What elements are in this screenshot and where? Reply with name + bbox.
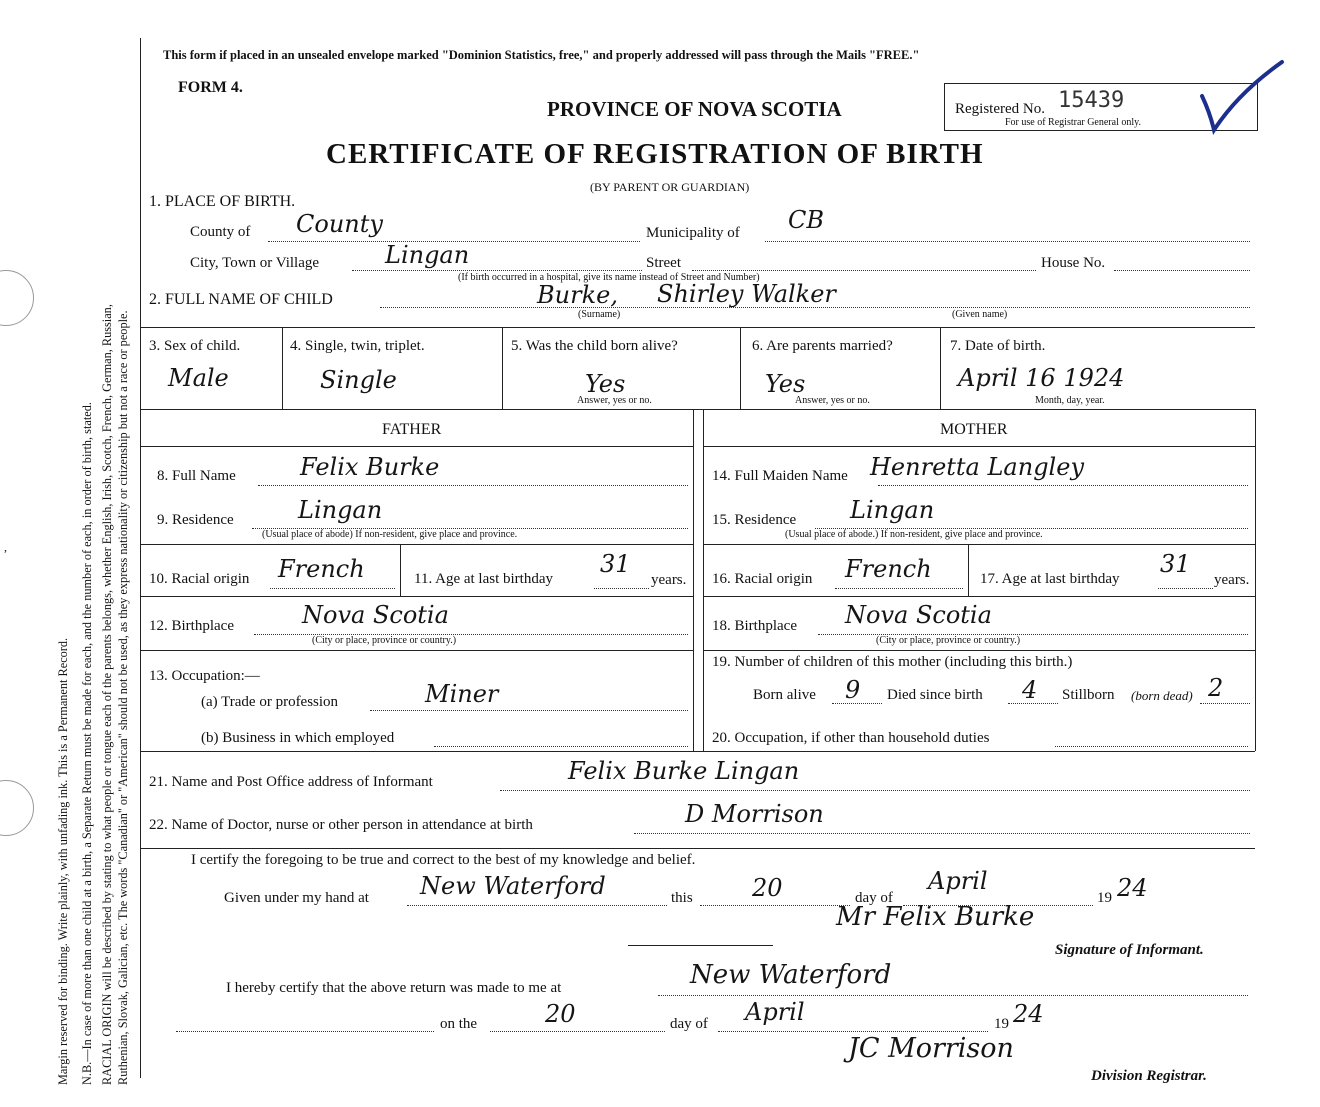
father-age-value: 31 — [600, 550, 631, 578]
registered-number: 15439 — [1058, 88, 1125, 113]
county-label: County of — [190, 224, 251, 240]
father-trade-value: Miner — [425, 680, 499, 708]
mother-residence-label: 15. Residence — [712, 512, 797, 528]
this-label: this — [671, 890, 693, 906]
margin-note-multiple-births: N.B.—In case of more than one child at a birth, a Separate Return must be made for each, and the number of each, in order of birth, stated. — [80, 402, 94, 1085]
mother-children-label: 19. Number of children of this mother (including this birth.) — [712, 654, 1073, 670]
father-birthplace-note: (City or place, province or country.) — [312, 635, 457, 646]
plurality-value: Single — [320, 366, 397, 394]
born-alive-question: 5. Was the child born alive? — [511, 338, 678, 354]
born-alive-value: Yes — [585, 370, 626, 398]
father-birthplace-label: 12. Birthplace — [149, 618, 234, 634]
father-residence-note: (Usual place of abode) If non-resident, give place and province. — [262, 529, 518, 540]
municipality-value: CB — [788, 206, 824, 234]
mother-race-label: 16. Racial origin — [712, 571, 813, 587]
informant-value: Felix Burke Lingan — [568, 757, 800, 785]
stillborn-note: (born dead) — [1131, 688, 1193, 703]
stillborn-count: 2 — [1208, 674, 1224, 702]
date-of-birth-value: April 16 1924 — [958, 364, 1125, 392]
certification-statement: I certify the foregoing to be true and correct to the best of my knowledge and belief. — [191, 852, 696, 868]
given-name-note: (Given name) — [952, 309, 1008, 320]
certificate-title: CERTIFICATE OF REGISTRATION OF BIRTH — [326, 138, 984, 170]
margin-note-racial-origin: RACIAL ORIGIN will be described by stating to what people or tongue each of the parents belongs, whether English, Irish, Scotch, French, German, Russian, — [100, 304, 114, 1085]
mother-name-value: Henretta Langley — [870, 453, 1084, 481]
father-right-border — [693, 409, 694, 751]
registrar-place-value: New Waterford — [690, 960, 892, 990]
doctor-value: D Morrison — [685, 800, 824, 828]
margin-mark: , — [4, 540, 7, 554]
parents-married-value: Yes — [765, 370, 806, 398]
child-name-label: 2. FULL NAME OF CHILD — [149, 291, 333, 308]
row-3-top-border — [140, 327, 1255, 328]
municipality-label: Municipality of — [646, 225, 740, 241]
sex-label: 3. Sex of child. — [149, 338, 241, 354]
father-race-label: 10. Racial origin — [149, 571, 250, 587]
father-residence-value: Lingan — [298, 496, 383, 524]
registrar-statement: I hereby certify that the above return was made to me at — [226, 980, 562, 996]
registrar-day-of-label: day of — [670, 1016, 708, 1032]
division-registrar-label: Division Registrar. — [1091, 1068, 1207, 1084]
day-value: 20 — [752, 874, 783, 902]
child-surname-value: Burke, — [537, 281, 618, 309]
father-business-label: (b) Business in which employed — [201, 730, 395, 746]
given-under-hand-label: Given under my hand at — [224, 890, 369, 906]
street-label: Street — [646, 255, 681, 271]
registrar-signature: JC Morrison — [848, 1033, 1014, 1064]
father-name-label: 8. Full Name — [157, 468, 236, 484]
registrar-general-note: For use of Registrar General only. — [1005, 117, 1141, 128]
plurality-label: 4. Single, twin, triplet. — [290, 338, 425, 354]
father-age-unit: years. — [651, 572, 687, 588]
mother-age-value: 31 — [1160, 550, 1191, 578]
margin-note-binding: Margin reserved for binding. Write plainly, with unfading ink. This is a Permanent Record. — [56, 637, 70, 1085]
informant-signature: Mr Felix Burke — [836, 902, 1035, 932]
sex-value: Male — [168, 364, 229, 392]
given-place-value: New Waterford — [420, 872, 606, 900]
born-alive-count: 9 — [845, 676, 861, 704]
mail-notice: This form if placed in an unsealed envelope marked "Dominion Statistics, free," and properly addressed will pass through the Mails "FREE." — [163, 48, 920, 62]
binding-hole-top — [0, 270, 34, 326]
mother-name-label: 14. Full Maiden Name — [712, 468, 848, 484]
on-the-label: on the — [440, 1016, 478, 1032]
form-number: FORM 4. — [178, 79, 243, 96]
certificate-subtitle: (BY PARENT OR GUARDIAN) — [590, 180, 750, 194]
registrar-day-value: 20 — [545, 1000, 576, 1028]
born-alive-note: Answer, yes or no. — [577, 395, 652, 406]
mother-birthplace-value: Nova Scotia — [845, 601, 992, 629]
child-given-name-value: Shirley Walker — [657, 280, 836, 308]
stillborn-label: Stillborn — [1062, 687, 1115, 703]
city-value: Lingan — [385, 241, 470, 269]
province-heading: PROVINCE OF NOVA SCOTIA — [547, 97, 842, 121]
registrar-year-value: 24 — [1013, 1000, 1044, 1028]
born-alive-label: Born alive — [753, 687, 816, 703]
year-prefix: 19 — [1097, 890, 1112, 906]
binding-hole-bottom — [0, 780, 34, 836]
father-trade-label: (a) Trade or profession — [201, 694, 339, 710]
father-birthplace-value: Nova Scotia — [302, 601, 449, 629]
place-of-birth-label: 1. PLACE OF BIRTH. — [149, 193, 296, 210]
date-of-birth-label: 7. Date of birth. — [950, 338, 1046, 354]
parents-married-question: 6. Are parents married? — [752, 338, 893, 354]
mother-left-border — [703, 409, 704, 751]
father-age-label: 11. Age at last birthday — [414, 571, 553, 587]
father-occupation-label: 13. Occupation:— — [149, 668, 260, 684]
parents-married-note: Answer, yes or no. — [795, 395, 870, 406]
county-value: County — [296, 210, 383, 238]
margin-note-racial-origin-cont: Ruthenian, Slovak, Galician, etc. The words "Canadian" or "American" should not be used, as they express nationality or citizenship but not a race or people. — [116, 310, 130, 1085]
surname-note: (Surname) — [578, 309, 621, 320]
registered-label: Registered No. — [955, 101, 1045, 117]
mother-age-label: 17. Age at last birthday — [980, 571, 1120, 587]
father-heading: FATHER — [382, 421, 442, 438]
mother-residence-note: (Usual place of abode.) If non-resident, give place and province. — [785, 529, 1043, 540]
mother-residence-value: Lingan — [850, 496, 935, 524]
died-since-birth-label: Died since birth — [887, 687, 983, 703]
mother-heading: MOTHER — [940, 421, 1008, 438]
father-residence-label: 9. Residence — [157, 512, 234, 528]
registrar-month-value: April — [745, 998, 805, 1026]
died-since-birth-count: 4 — [1022, 676, 1038, 704]
informant-label: 21. Name and Post Office address of Informant — [149, 774, 433, 790]
mother-birthplace-note: (City or place, province or country.) — [876, 635, 1021, 646]
form-left-border — [140, 38, 141, 1078]
signature-of-informant-label: Signature of Informant. — [1055, 942, 1204, 958]
year-value: 24 — [1117, 874, 1148, 902]
date-of-birth-note: Month, day, year. — [1035, 395, 1105, 406]
father-name-value: Felix Burke — [300, 453, 440, 481]
hospital-note: (If birth occurred in a hospital, give its name instead of Street and Number) — [458, 272, 760, 283]
mother-age-unit: years. — [1214, 572, 1250, 588]
month-value: April — [928, 867, 988, 895]
city-label: City, Town or Village — [190, 255, 320, 271]
check-mark-icon — [1198, 58, 1288, 138]
mother-right-border — [1255, 409, 1256, 751]
house-number-label: House No. — [1041, 255, 1106, 271]
doctor-label: 22. Name of Doctor, nurse or other person in attendance at birth — [149, 817, 533, 833]
mother-occupation-label: 20. Occupation, if other than household duties — [712, 730, 990, 746]
registrar-year-prefix: 19 — [994, 1016, 1009, 1032]
day-of-label: day of — [855, 890, 893, 906]
mother-race-value: French — [845, 555, 932, 583]
mother-birthplace-label: 18. Birthplace — [712, 618, 797, 634]
father-race-value: French — [278, 555, 365, 583]
